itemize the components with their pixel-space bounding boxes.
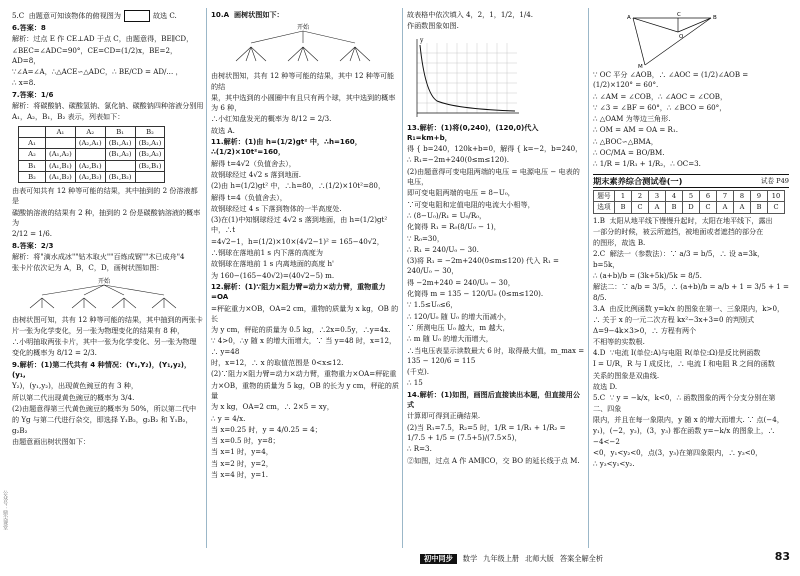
top-view-figure bbox=[124, 10, 150, 22]
column-divider bbox=[402, 8, 403, 548]
answer-table: 题号 1 2 3 4 5 6 7 8 9 10 选项 B C A B D C A A B C bbox=[593, 190, 785, 214]
svg-text:C: C bbox=[677, 12, 681, 18]
q6-heading: 6.答案：8 bbox=[12, 23, 46, 32]
q13-heading: 13.解析：(1)将(0,240)，(120,0)代入 R₁=km+b， bbox=[407, 122, 541, 142]
series-badge: 初中同步 bbox=[420, 554, 457, 564]
section-title: 期末素养综合测试卷(一) bbox=[593, 175, 683, 186]
side-stamp: 公众号：鼎尖课堂 bbox=[2, 490, 8, 530]
column-divider bbox=[206, 8, 207, 548]
q5-answer: 5.C 由题意可知该物体的俯视图为 故选 C. bbox=[12, 11, 177, 20]
geometry-figure bbox=[593, 10, 783, 70]
svg-text:O: O bbox=[679, 34, 684, 40]
footer-answer-label: 答案全解全析 bbox=[559, 554, 604, 563]
svg-text:B: B bbox=[713, 15, 717, 21]
page-number: 83 bbox=[774, 550, 790, 563]
q8-tree-diagram bbox=[12, 275, 197, 315]
q8-heading: 8.答案：2/3 bbox=[12, 240, 54, 250]
column-1: 5.C 由题意可知该物体的俯视图为 故选 C. 6.答案：8 解析：过点 E 作 CE⊥AD 于点 C，由题意得，BE∥CD， ∠BEC=∠ADC=90°，CE=CD=(1/2)x，BE=2，AD=8， ∵∠A=∠A，∴△ACE∽△ADC，∴ BE/CD = AD/... ， ∴ x=8. 7.答案：1/6 解析：将碳酸钠、碳酸氢钠、氯化钠、碳酸钠四种溶液分别用 A₁，A₂，B₁，B₂ 表示，列表如下： A₁ A₂ B₁ B₂ A₁ (A₂,A₁) (B₁,A₁) (B₂,A₁) A₂ (A₁,A₂) (B₁,A₂) (B₂,A₂) B₁ (A₁,B₁) (A₂,B₁) (B₂,B₁) B₂ (A₁,B₂) (A₂,B₂) (B₁,B₂) 由表可知共有 12 种等可能的结果，其中抽到的 2 份溶液都是 碳酸钠溶液的结果有 2 种，抽到的 2 份是碳酸钠溶液的概率为 2/12 = 1/6. 8.答案：2/3 解析：将"滴水成冰""钻木取火""百炼成钢""木已成舟"4 张卡片依次记为 A，B，C，D，画树状图如图： 开始 由树状图可知，共有 12 种等可能的结果，其中抽到的两张卡 片一张为化学变化，另一张为物理变化的结果有 8 种， ∴小明抽取两张卡片，其中一张为化学变化、另一张为物理 变化的概率为 8/12 = 2/3. 9.解析：(1)第二代共有 4 种情况：(Y₁,Y₂)，(Y₁,y₂)，(y₁, Y₂)，(y₁,y₂)，出现黄色豌豆的有 3 种， 所以第二代出现黄色豌豆的概率为 3/4. (2)由题意得第三代黄色豌豆的概率为 50%，所以第二代中 的 Yg 与第二代进行杂交，即选择 Y₁B₂，g₂B₂ 和 Y₁B₂，g₂B₂ 由题意画出树状图如下： bbox=[12, 11, 204, 446]
section-ref: 试卷 P49 bbox=[760, 176, 789, 185]
svg-text:开始: 开始 bbox=[97, 277, 111, 285]
q9-heading: 9.解析：(1)第二代共有 4 种情况：(Y₁,Y₂)，(Y₁,y₂)，(y₁, bbox=[12, 359, 192, 380]
footer-subject: 数学 bbox=[462, 554, 478, 563]
inverse-function-graph bbox=[407, 33, 527, 123]
section-header bbox=[593, 174, 789, 188]
column-3: 故表格中依次填入 4，2，1，1/2，1/4. 作函数图象如图. y 13.解析：(1)将(0,240)，(120,0)代入 R₁=km+b， 得 { b=240，120k+b=0，解得 { k=−2，b=240， ∴ R₁=−2m+240(0≤m≤120). (2)由题意得可变电阻两端的电压 = 电源电压 − 电表的电压， 即可变电阻两端的电压 = 8−U₀， ∵可变电阻和定值电阻的电流大小相等， ∴ (8−U₀)/R₁ = U₀/R₀， 化简得 R₁ = R₀(8/U₀ − 1)， ∵ R₀=30， ∴ R₁ = 240/U₀ − 30. (3)将 R₁ = −2m+240(0≤m≤120) 代入 R₁ = 240/U₀ − 30， 得 −2m+240 = 240/U₀ − 30， 化简得 m = 135 − 120/U₀ (0≤m≤120). ∵ 1.5≤U₀≤6， ∴ 120/U₀ 随 U₀ 的增大而减小， ∵ 所测电压 U₀ 越大，m 越大， ∴ m 随 U₀ 的增大而增大， ∴当电压表显示读数最大 6 时，取得最大值，m_max = 135 − 120/6 = 115 (千克). ∴ 15 14.解析：(1)如图，画图后直接读出本题，但直接用公式 计算即可得到正确结果. (2)当 R₁=7.5，R₂=5 时，1/R = 1/R₁ + 1/R₂ = 1/7.5 + 1/5 = (7.5+5)/(7.5×5)， ∴ R=3. ②如图，过点 A 作 AM∥CO，交 BO 的延长线于点 M. bbox=[407, 10, 587, 465]
q12-heading: 12.解析：(1)∵阻力×阻力臂=动力×动力臂，重物重力=OA bbox=[211, 281, 386, 302]
svg-text:A: A bbox=[627, 15, 631, 21]
q10-heading: 10.A 画树状图如下： bbox=[211, 10, 284, 19]
footer-grade: 九年级上册 bbox=[483, 554, 520, 563]
q11-heading: 11.解析：(1)由 h=(1/2)gt² 中，∴h=160，∴(1/2)×10t²=160， bbox=[211, 137, 362, 157]
q10-tree-diagram bbox=[211, 21, 396, 71]
q7-table: A₁ A₂ B₁ B₂ A₁ (A₂,A₁) (B₁,A₁) (B₂,A₁) A₂ (A₁,A₂) (B₁,A₂) (B₂,A₂) B₁ (A₁,B₁) (A₂,B₁) (B₂,B₁) B₂ (A₁,B₂) (A₂,B₂) (B₁,B₂) bbox=[18, 126, 165, 183]
footer-edition: 北师大版 bbox=[525, 554, 554, 563]
svg-text:M: M bbox=[638, 64, 643, 70]
q6-body: 解析：过点 E 作 CE⊥AD 于点 C，由题意得，BE∥CD， ∠BEC=∠ADC=90°，CE=CD=(1/2)x，BE=2，AD=8， ∵∠A=∠A，∴△ACE∽△ADC，∴ BE/CD = AD/... ， ∴ x=8. bbox=[12, 34, 194, 88]
svg-text:开始: 开始 bbox=[296, 24, 310, 32]
page-footer bbox=[420, 553, 603, 565]
svg-text:y: y bbox=[420, 36, 424, 44]
q7-heading: 7.答案：1/6 bbox=[12, 89, 54, 99]
column-4: A B O C M ∵ OC 平分 ∠AOB，∴ ∠AOC = (1/2)∠AOB = (1/2)×120° = 60°. ∴ ∠AM = ∠COB，∴ ∠AOC = ∠COB， ∵ ∠3 = ∠BF = 60°，∴ ∠BCO = 60°， ∴ △OAM 为等边三角形. ∴ OM = AM = OA = R₁. ∴ △BOC∽△BMA， ∴ OC/MA = BO/BM. ∴ 1/R = 1/R₁ + 1/R₂，∴ OC=3. 期末素养综合测试卷(一) 试卷 P49 题号 1 2 3 4 5 6 7 8 9 10 选项 B C A B D C A A B C 1.B 太阳从地平线下慢慢升起时，太阳在地平线下，露出 一部分的时候，被云所遮挡，被地面或者遮挡的部分在 的图形，故选 B. 2.C 解法一（参数法）：∵ a/3 = b/5，∴ 设 a=3k，b=5k， ∴ (a+b)/b = (3k+5k)/5k = 8/5. 解法二：∵ a/b = 3/5，∴ (a+b)/b = a/b + 1 = 3/5 + 1 = 8/5. 3.A 由反比例函数 y=k/x 的图象在第一、三象限内，k>0， ∴ 关于 x 的一元二次方程 kx²−3x+3=0 的判别式 Δ=9−4k×3>0，∴ 方程有两个 不相等的实数根. 4.D ∵电流 I(单位:A)与电阻 R(单位:Ω)是反比例函数 I = U/R，R 与 I 成反比，∴ 电流 I 和电阻 R 之间的函数 关系的图象是双曲线. 故选 D. 5.C ∵ y = −k/x，k<0，∴ 函数图象的两个分支分别在第二、四象 限内，并且在每一象限内，y 随 x 的增大而增大. ∵ 点(−4， y₁)，(−2，y₂)，(3，y₃) 都在函数 y=−k/x 的图象上，∴ −4<−2 <0，y₁<y₂<0，点(3，y₃)在第四象限内，∴ y₃<0， ∴ y₃<y₁<y₂. bbox=[593, 12, 792, 469]
column-2: 10.A 画树状图如下： 开始 由树状图知，共有 12 种等可能的结果，其中 12 种等可能的结 果，其中选到的小圆圈中有且只有两个球，其中选到的概率为 6 种， ∴小红知盘发光的概率为 8/12 = 2/3. 故选 A. 11.解析：(1)由 h=(1/2)gt² 中，∴h=160，∴(1/2)×10t²=160， 解得 t=4√2（负值舍去）， 故钢球经过 4√2 s 落到地面. (2)由 h=(1/2)gt² 中，∴h=80，∴(1/2)×10t²=80， 解得 t=4（负值舍去）， 故钢球经过 4 s 下落到物体的一半高度处. (3)在(1)中知钢球经过 4√2 s 落到地面，由 h=(1/2)gt² 中，∴t =4√2−1，h=(1/2)×10×(4√2−1)² = 165−40√2， ∴钢球在落地前1 s 内下落的高度为 故钢球在落地前 1 s 内离地面的高度 h' 为 160−(165−40√2)=(40√2−5) m. 12.解析：(1)∵阻力×阻力臂=动力×动力臂，重物重力=OA =秤砣重力×OB，OA=2 cm，重物的质量为 x kg，OB 的长 为 y cm，秤砣的质量为 0.5 kg，∴2x=0.5y，∴y=4x. ∵ 4>0，∴y 随 x 的增大而增大，∵ 当 y=48 时，x=12，∴ y=48 时，x=12，∴ x 的取值范围是 0<x≤12. (2)∵阻力×阻力臂=动力×动力臂，重物重力×OA=秤砣重 力×OB，重物的质量为 5 kg，OB 的长为 y cm，秤砣的质量 为 x kg，OA=2 cm，∴ 2×5 = xy， ∴ y = 4/x. 当 x=0.25 时，y = 4/0.25 = 4； 当 x=0.5 时，y=8； 当 x=1 时，y=4， 当 x=2 时，y=2， 当 x=4 时，y=1. bbox=[211, 10, 399, 479]
column-divider bbox=[588, 8, 589, 548]
